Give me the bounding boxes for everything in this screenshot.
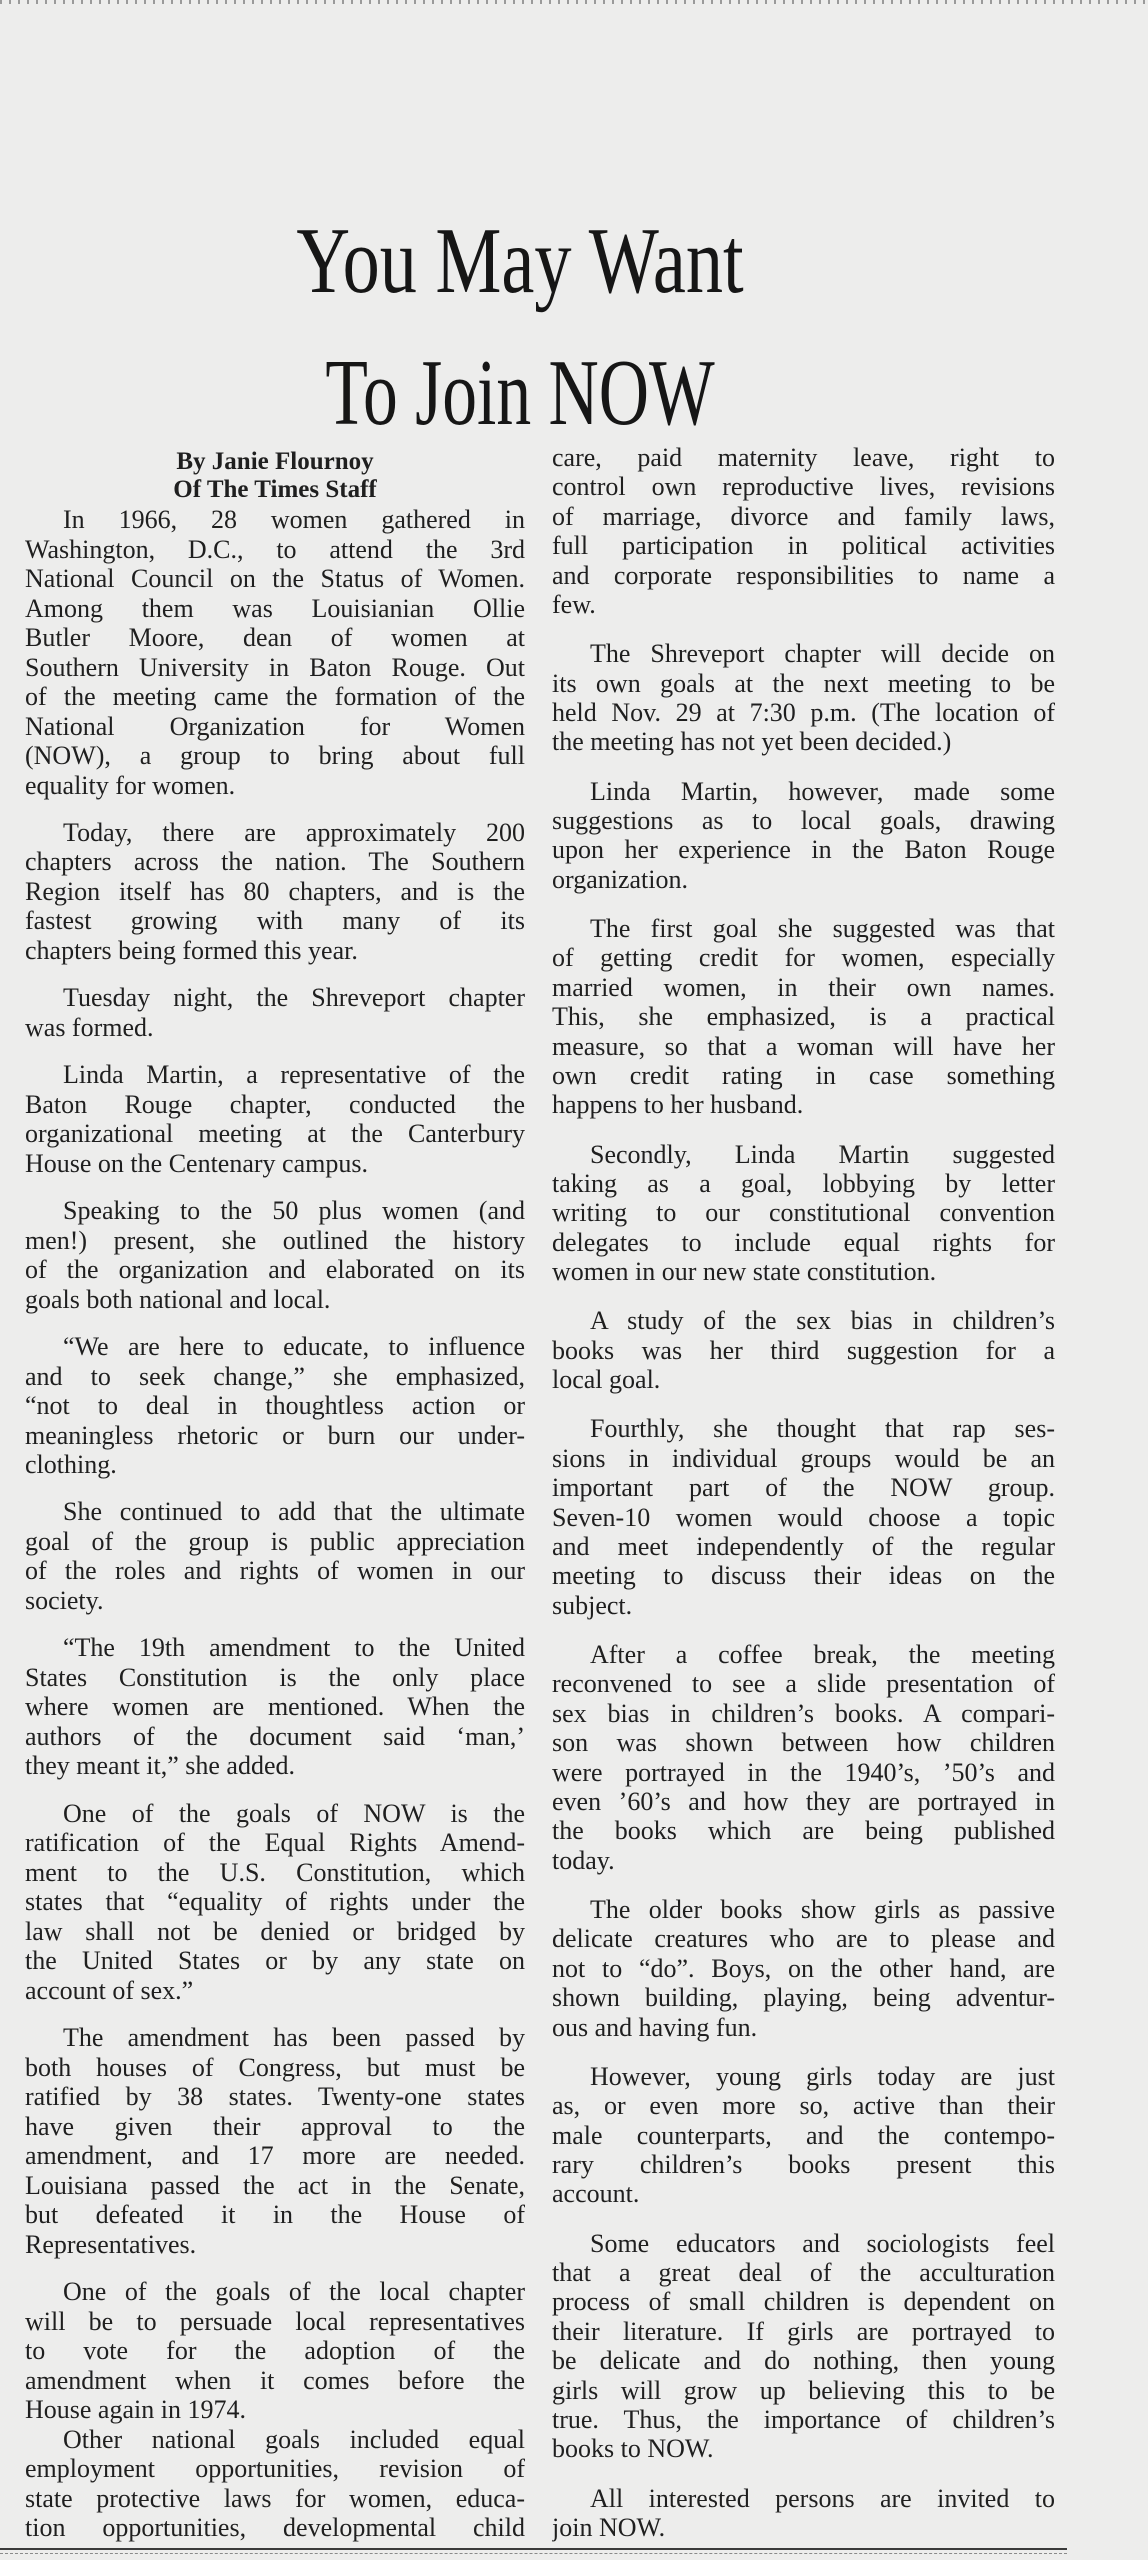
article-text-line: equality for women. [25,770,236,800]
article-text-line: A study of the sex bias in children’s [590,1306,1055,1336]
article-text-line: She continued to add that the ultimate [63,1497,525,1527]
article-text-line: tion opportunities, developmental child [25,2513,525,2542]
headline-line-2: To Join NOW [325,340,715,445]
article-text-line: the books which are being published [552,1816,1055,1846]
article-text-line: Representatives. [25,2229,197,2259]
article-text-line: chapters across the nation. The Southern [25,847,525,877]
article-text-line: process of small children is dependent on [552,2287,1055,2317]
article-text-line: Secondly, Linda Martin suggested [590,1139,1055,1169]
article-text-line: today. [552,1845,615,1875]
article-text-line: This, she emphasized, is a practical [552,1002,1055,1032]
article-text-line: One of the goals of NOW is the [63,1798,525,1828]
article-text-line: states that “equality of rights under the [25,1887,525,1917]
article-text-line: All interested persons are invited to [590,2483,1055,2513]
article-text-line: The amendment has been passed by [63,2023,525,2053]
article-text-line: to vote for the adoption of the [25,2336,525,2365]
article-text-line: local goal. [552,1365,661,1395]
article-text-line: subject. [552,1590,633,1620]
article-text-line: “We are here to educate, to influence [63,1332,525,1361]
headline-line-1: You May Want [296,208,744,313]
article-text-line: men!) present, she outlined the history [25,1225,525,1255]
article-text-line: employment opportunities, revision of [25,2454,525,2483]
article-text-line: books was her third suggestion for a [552,1335,1055,1365]
article-text-line: The older books show girls as passive [590,1895,1055,1924]
article-text-line: goals both national and local. [25,1284,331,1314]
article-text-line: “not to deal in thoughtless action or [25,1391,525,1420]
article-text-line: Linda Martin, a representative of the [63,1060,525,1090]
article-text-line: of the meeting came the formation of the [25,682,525,711]
article-text-line: One of the goals of the local chapter [63,2277,525,2306]
article-text-line: law shall not be denied or bridged by [25,1916,525,1946]
article-text-line: measure, so that a woman will have her [552,1031,1055,1061]
article-text-line: ratification of the Equal Rights Amend- [25,1828,525,1858]
article-text-line: women in our new state constitution. [552,1257,937,1287]
article-text-line: However, young girls today are just [590,2061,1055,2091]
article-text-line: National Organization for Women [25,711,525,741]
article-text-line: Seven-10 women would choose a topic [552,1502,1055,1532]
article-text-line: meeting to discuss their ideas on the [552,1561,1055,1591]
byline-author: By Janie Flournoy [176,448,374,475]
article-text-line: Fourthly, she thought that rap ses- [590,1414,1055,1444]
article-text-line: and corporate responsibilities to name a [552,560,1055,590]
article-text-line: own credit rating in case something [552,1061,1055,1090]
article-text-line: Today, there are approximately 200 [63,817,525,847]
article-text-line: girls will grow up believing this to be [552,2375,1055,2405]
article-text-line: both houses of Congress, but must be [25,2052,525,2082]
article-text-line: of the organization and elaborated on its [25,1255,525,1285]
article-text-line: state protective laws for women, educa- [25,2483,525,2513]
article-text-line: married women, in their own names. [552,972,1055,1002]
article-text-line: be delicate and do nothing, then young [552,2346,1055,2376]
article-text-line: as, or even more so, active than their [552,2091,1055,2121]
article-text-line: Tuesday night, the Shreveport chapter [63,983,525,1013]
article-text-line: they meant it,” she added. [25,1751,296,1781]
article-text-line: organizational meeting at the Canterbury [25,1119,525,1149]
article-text-line: the meeting has not yet been decided.) [552,727,952,757]
article-text-line: Louisiana passed the act in the Senate, [25,2170,525,2200]
article-text-line: not to “do”. Boys, on the other hand, are [552,1953,1055,1983]
article-text-line: National Council on the Status of Women. [25,564,525,593]
article-text-line: the United States or by any state on [25,1946,525,1976]
article-text-line: care, paid maternity leave, right to [552,443,1055,472]
article-text-line: Some educators and sociologists feel [590,2228,1055,2258]
article-text-line: account. [552,2179,640,2209]
article-text-line: After a coffee break, the meeting [590,1640,1055,1669]
article-text-line: ous and having fun. [552,2012,758,2042]
article-text-line: Baton Rouge chapter, conducted the [25,1089,525,1119]
article-text-line: of getting credit for women, especially [552,943,1055,973]
article-text-line: chapters being formed this year. [25,935,358,965]
article-text-line: ment to the U.S. Constitution, which [25,1857,525,1887]
article-text-line: their literature. If girls are portrayed to [552,2316,1055,2346]
article-text-line: reconvened to see a slide presentation of [552,1669,1055,1699]
article-text-line: The first goal she suggested was that [590,914,1055,943]
article-text-line: sex bias in children’s books. A compari- [552,1698,1055,1728]
article-text-line: important part of the NOW group. [552,1473,1055,1503]
article-text-line: authors of the document said ‘man,’ [25,1721,525,1751]
byline-staff: Of The Times Staff [173,476,377,503]
article-text-line: was formed. [25,1012,154,1042]
article-text-line: and meet independently of the regular [552,1532,1055,1561]
article-text-line: Region itself has 80 chapters, and is the [25,876,525,906]
article-text-line: male counterparts, and the contempo- [552,2120,1055,2150]
article-text-line: few. [552,590,596,619]
article-text-line: States Constitution is the only place [25,1662,525,1692]
article-text-line: ratified by 38 states. Twenty-one states [25,2082,525,2112]
article-text-line: suggestions as to local goals, drawing [552,806,1055,835]
article-text-line: where women are mentioned. When the [25,1692,525,1722]
article-text-line: son was shown between how children [552,1728,1055,1758]
article-text-line: “The 19th amendment to the United [63,1633,525,1663]
article-text-line: goal of the group is public appreciation [25,1526,525,1556]
article-text-line: true. Thus, the importance of children’s [552,2405,1055,2434]
article-text-line: will be to persuade local representatives [25,2306,525,2336]
article-text-line: that a great deal of the acculturation [552,2258,1055,2287]
article-text-line: Speaking to the 50 plus women (and [63,1196,525,1226]
article-text-line: meaningless rhetoric or burn our under- [25,1420,525,1450]
article-text-line: and to seek change,” she emphasized, [25,1361,525,1391]
article-text-line: books to NOW. [552,2434,714,2464]
article-text-line: In 1966, 28 women gathered in [63,505,525,534]
article-text-line: delegates to include equal rights for [552,1227,1055,1257]
article-text-line: shown building, playing, being adventur- [552,1983,1055,2013]
article-text-line: Washington, D.C., to attend the 3rd [25,534,525,564]
article-text-line: amendment when it comes before the [25,2365,525,2395]
article-text-line: taking as a goal, lobbying by letter [552,1169,1055,1198]
article-text-line: The Shreveport chapter will decide on [590,639,1055,669]
article-text-line: rary children’s books present this [552,2150,1055,2179]
article-text-line: organization. [552,864,688,894]
article-text-line: have given their approval to the [25,2111,525,2141]
article-text-line: Linda Martin, however, made some [590,776,1055,806]
bottom-rule [0,2548,1067,2554]
article-text-line: of marriage, divorce and family laws, [552,501,1055,531]
article-text-line: House on the Centenary campus. [25,1148,368,1178]
article-text-line: sions in individual groups would be an [552,1443,1055,1473]
article-text-line: control own reproductive lives, revisions [552,472,1055,502]
article-text-line: House again in 1974. [25,2395,246,2424]
article-text-line: held Nov. 29 at 7:30 p.m. (The location of [552,698,1055,727]
article-text-line: Among them was Louisianian Ollie [25,593,525,623]
article-text-line: upon her experience in the Baton Rouge [552,835,1055,865]
article-text-line: join NOW. [552,2513,666,2542]
article-text-line: full participation in political activities [552,531,1055,561]
article-text-line: its own goals at the next meeting to be [552,668,1055,698]
article-text-line: even ’60’s and how they are portrayed in [552,1787,1055,1816]
article-text-line: amendment, and 17 more are needed. [25,2141,525,2171]
article-text-line: happens to her husband. [552,1090,804,1120]
article-text-line: (NOW), a group to bring about full [25,741,525,770]
article-text-line: writing to our constitutional convention [552,1198,1055,1228]
article-text-line: delicate creatures who are to please and [552,1924,1055,1954]
article-text-line: were portrayed in the 1940’s, ’50’s and [552,1757,1055,1787]
article-text-line: society. [25,1585,104,1615]
article-text-line: of the roles and rights of women in our [25,1556,525,1586]
article-text-line: Butler Moore, dean of women at [25,623,525,652]
article-text-line: but defeated it in the House of [25,2200,525,2230]
article-text-line: account of sex.” [25,1975,194,2005]
article-text-line: clothing. [25,1450,117,1479]
article-text-line: fastest growing with many of its [25,906,525,936]
page-top-edge [0,0,1148,4]
article-text-line: Southern University in Baton Rouge. Out [25,652,525,682]
article-text-line: Other national goals included equal [63,2424,525,2454]
